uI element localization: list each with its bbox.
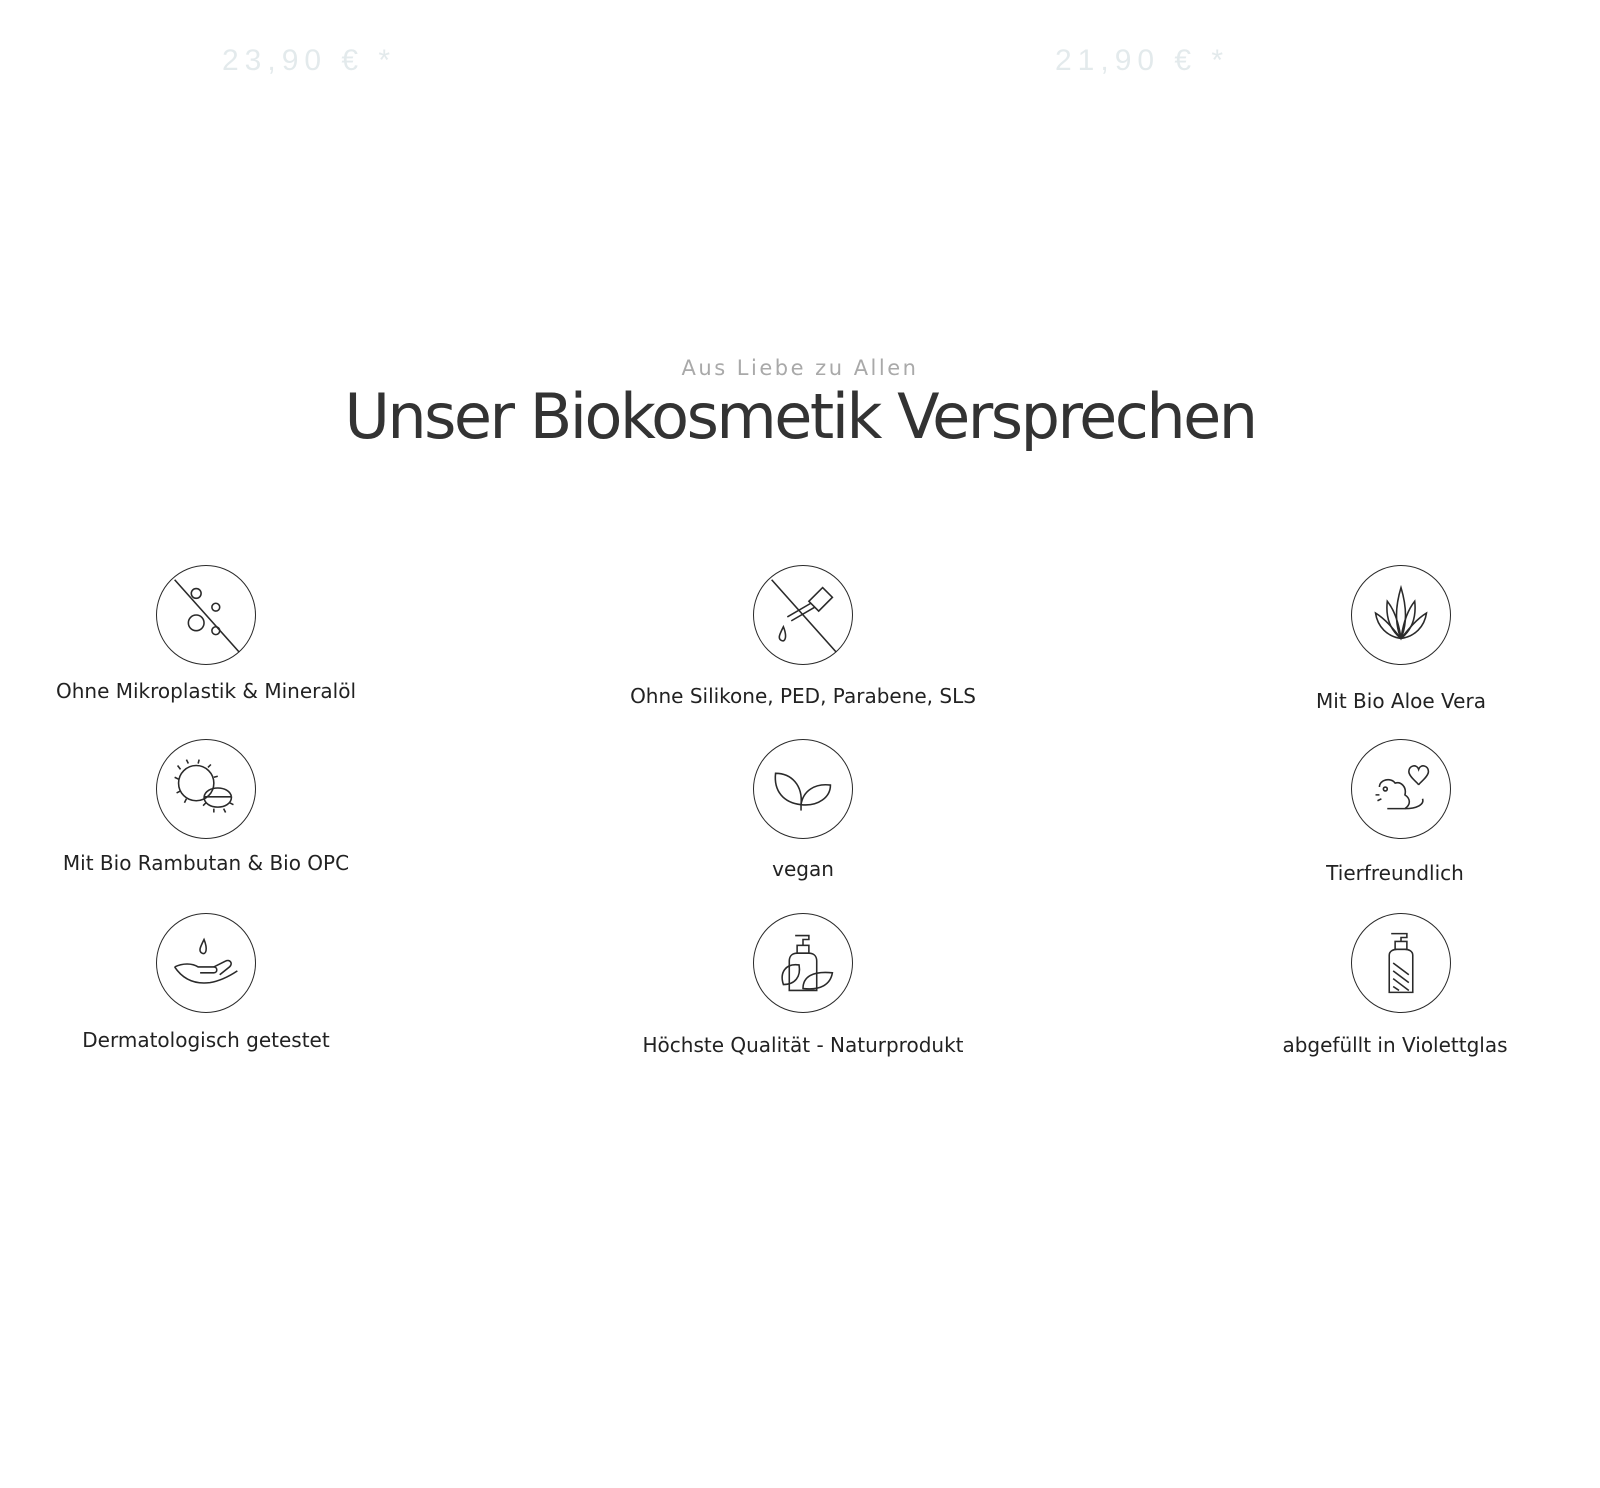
animal-friendly-icon [1351, 739, 1451, 839]
feature-label: abgefüllt in Violettglas [1282, 1033, 1508, 1057]
feature-violet-glass [1211, 913, 1591, 1057]
feature-vegan [613, 739, 993, 881]
feature-rambutan [16, 739, 396, 875]
feature-label: vegan [772, 857, 834, 881]
no-silicone-dropper-icon [753, 565, 853, 665]
section-kicker: Aus Liebe zu Allen [681, 356, 919, 380]
hand-drop-icon [156, 913, 256, 1013]
feature-label: Mit Bio Rambutan & Bio OPC [62, 851, 350, 875]
feature-label: Höchste Qualität - Naturprodukt [642, 1033, 964, 1057]
feature-animal-friendly [1211, 739, 1591, 885]
feature-natural-product [613, 913, 993, 1057]
section-title: Unser Biokosmetik Versprechen [344, 380, 1256, 453]
feature-label: Mit Bio Aloe Vera [1316, 689, 1486, 713]
feature-label: Dermatologisch getestet [82, 1028, 330, 1052]
faded-price-right: 21,90 € * [1055, 44, 1230, 77]
vegan-leaves-icon [753, 739, 853, 839]
aloe-vera-icon [1351, 565, 1451, 665]
feature-no-silicone [613, 565, 993, 708]
feature-dermatological [16, 913, 396, 1052]
no-microplastic-icon [156, 565, 256, 665]
violet-glass-bottle-icon [1351, 913, 1451, 1013]
natural-pump-bottle-icon [753, 913, 853, 1013]
feature-label: Ohne Mikroplastik & Mineralöl [55, 679, 356, 703]
feature-aloe-vera [1211, 565, 1591, 713]
feature-label: Tierfreundlich [1326, 861, 1464, 885]
faded-price-left: 23,90 € * [222, 44, 397, 77]
rambutan-fruit-icon [156, 739, 256, 839]
feature-no-microplastic [16, 565, 396, 703]
feature-label: Ohne Silikone, PED, Parabene, SLS [630, 684, 976, 708]
